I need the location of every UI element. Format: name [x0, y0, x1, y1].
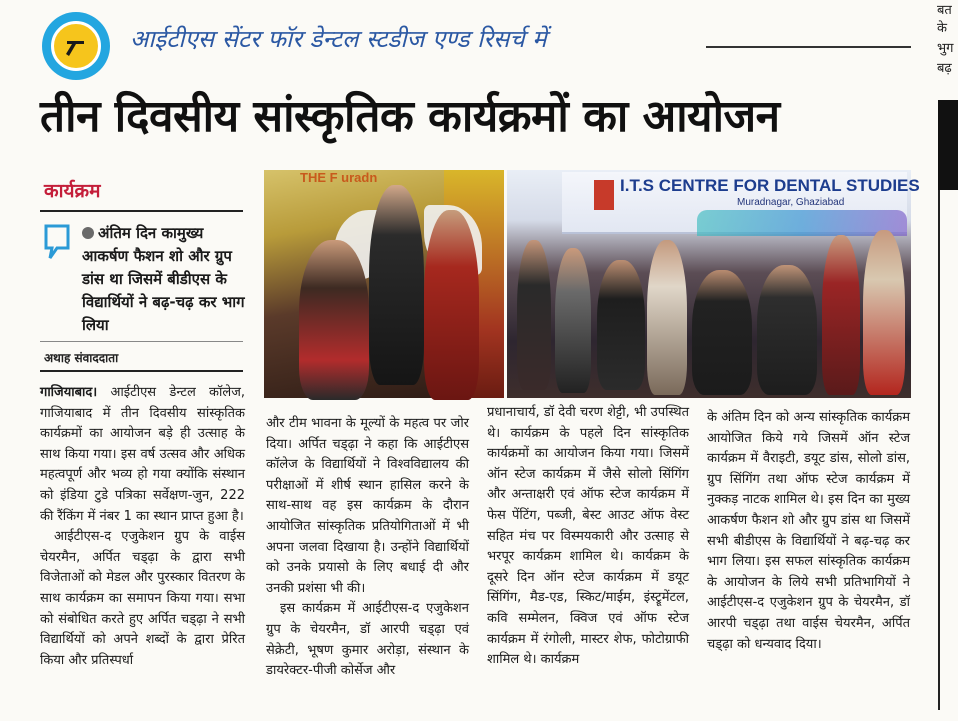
- arrow-logo-icon: [51, 21, 101, 71]
- model-figure: [299, 240, 369, 400]
- student-figure: [692, 270, 752, 395]
- student-figure: [822, 235, 860, 395]
- event-banner: [562, 172, 920, 234]
- article-paragraph: प्रधानाचार्य, डॉ देवी चरण शेट्टी, भी उपस्थित थे। कार्यक्रम के पहले दिन सांस्कृतिक कार्यक्रमों का आयोजन किया गया। जिसमें ऑन स्टेज कार्यक्रम में जैसे सोलो सिंगिंग और अन्ताक्षरी एवं ऑफ स्टेज कार्यक्रम में फेस पेंटिंग, पब्जी, बेस्ट आउट ऑफ वेस्ट सहित मंच पर विस्मयकारी और उत्साह से भरपूर कार्यक्रम शामिल थे। कार्यक्रम के दूसरे दिन ऑन स्टेज कार्यक्रम में डयूट सिंगिंग, मैड-एड, स्किट/माईम, इंस्ट्रूमेंटल, कवि सम्मेलन, क्विज एवं ऑफ स्टेज कार्यक्रम में रंगोली, मास्टर शेफ, फोटोग्राफी शामिल थे। कार्यक्रम: [487, 405, 689, 668]
- adjacent-box-header: [938, 100, 958, 190]
- pullquote-text: अंतिम दिन कामुख्य आकर्षण फैशन शो और ग्रुप डांस था जिसमें बीडीएस के विद्यार्थियों ने बढ़-चढ़ कर भाग लिया: [82, 224, 245, 334]
- group-dance-photo: [507, 170, 920, 398]
- article-paragraph: और टीम भावना के मूल्यों के महत्व पर जोर दिया। अर्पित चड्ढ़ा ने कहा कि आईटीएस कॉलेज के विद्यार्थियों ने विश्वविद्यालय की परीक्षाओं में शीर्ष स्थान हासिल करने के साथ-साथ वह इस कार्यक्रम के दौरान आयोजित सांस्कृतिक प्रतियोगिताओं में भी अपना जलवा दिखाया है। उन्होंने विद्यार्थियों को उनके प्रयासो के लिए बधाई दी और उनकी प्रशंसा भी की।: [266, 416, 469, 596]
- student-figure: [597, 260, 645, 390]
- student-figure: [555, 248, 591, 393]
- previous-article-fragment: [40, 0, 120, 8]
- byline: अथाह संवाददाता: [44, 351, 119, 365]
- article-paragraph: आईटीएस-द एजुकेशन ग्रुप के वाईस चेयरमैन, अर्पित चड्ढ़ा के द्वारा सभी विजेताओं को मेडल और पुरस्कार वितरण के साथ कार्यक्रम का समापन किया गया। सभा को संबोधित करते हुए अर्पित चड्ढ़ा ने सभी विद्यार्थियों को अपने शब्दों के द्वारा प्रेरित किया और प्रतिस्पर्धा: [40, 529, 245, 668]
- banner-subtitle: Muradnagar, Ghaziabad: [737, 197, 845, 208]
- publication-logo: [42, 12, 110, 80]
- fragment-text: बत: [937, 3, 952, 18]
- article-column-2: [266, 414, 469, 682]
- divider: [40, 370, 243, 372]
- fragment-text: बढ़: [937, 61, 952, 76]
- kicker: आईटीएस सेंटर फॉर डेन्टल स्टडीज एण्ड रिसर्च में: [130, 25, 547, 53]
- fragment-text: के: [937, 21, 947, 36]
- student-figure: [517, 240, 551, 390]
- headline: तीन दिवसीय सांस्कृतिक कार्यक्रमों का आयोजन: [40, 91, 780, 142]
- fashion-show-photo: [264, 170, 504, 398]
- divider: [40, 210, 243, 212]
- article-paragraph: इस कार्यक्रम में आईटीएस-द एजुकेशन ग्रुप के चेयरमैन, डॉ आरपी चड्ढ़ा एवं सेक्रेटी, भूषण कुमार अरोड़ा, संस्थान के डायरेक्टर-पीजी कोर्सेज और: [266, 601, 469, 679]
- student-figure: [757, 265, 817, 395]
- article-column-3: [487, 403, 689, 671]
- article-paragraph: के अंतिम दिन को अन्य सांस्कृतिक कार्यक्रम आयोजित किये गये जिसमें ऑन स्टेज कार्यक्रम में वैराइटी, डयूट डांस, सोलो डांस, ग्रुप सिंगिंग तथा ऑफ स्टेज कार्यक्रम में नुक्कड़ नाटक शामिल थे। इस दिन का मुख्य आकर्षण फैशन शो और ग्रुप डांस था जिसमें सभी बीडीएस के विद्यार्थियों ने बढ़-चढ़ कर भाग लिया। इस सफल सांस्कृतिक कार्यक्रम के आयोजन के लिये सभी प्रतिभागियों ने आईटीएस-द एजुकेशन ग्रुप के चेयरमैन, डॉ आरपी चड्ढ़ा तथा वाईस चेयरमैन, अर्पित चड्ढ़ा को धन्यवाद दिया।: [707, 410, 910, 652]
- model-figure: [424, 210, 479, 400]
- section-label: कार्यक्रम: [44, 180, 101, 202]
- dateline: गाजियाबाद।: [40, 385, 98, 400]
- adjacent-article-fragment: [905, 0, 954, 721]
- stage-banner-fragment: THE F uradn: [300, 170, 378, 185]
- model-figure: [369, 185, 424, 385]
- banner-title: I.T.S CENTRE FOR DENTAL STUDIES: [620, 176, 920, 195]
- adjacent-box: [938, 100, 958, 710]
- its-logo: [594, 180, 614, 210]
- pullquote-icon: [44, 224, 70, 260]
- banner-artwork: [697, 210, 907, 236]
- fragment-text: भुग: [937, 41, 954, 56]
- student-figure: [647, 240, 687, 395]
- article-paragraph: आईटीएस डेन्टल कॉलेज, गाजियाबाद में तीन दिवसीय सांस्कृतिक कार्यक्रमों का आयोजन बड़े ही उत्साह के साथ किया गया। इस वर्ष उत्सव और अधिक महत्वपूर्ण और भव्य हो गया क्योंकि संस्थान को इंडिया टुडे पत्रिका सर्वेक्षण-जुन, 222 की रैंकिंग में नंबर 1 का स्थान प्राप्त हुआ है।: [40, 385, 245, 524]
- student-figure: [863, 230, 905, 395]
- kicker-rule: [706, 46, 911, 48]
- article-column-4: [707, 408, 910, 655]
- article-column-1: [40, 383, 245, 671]
- divider: [40, 341, 243, 342]
